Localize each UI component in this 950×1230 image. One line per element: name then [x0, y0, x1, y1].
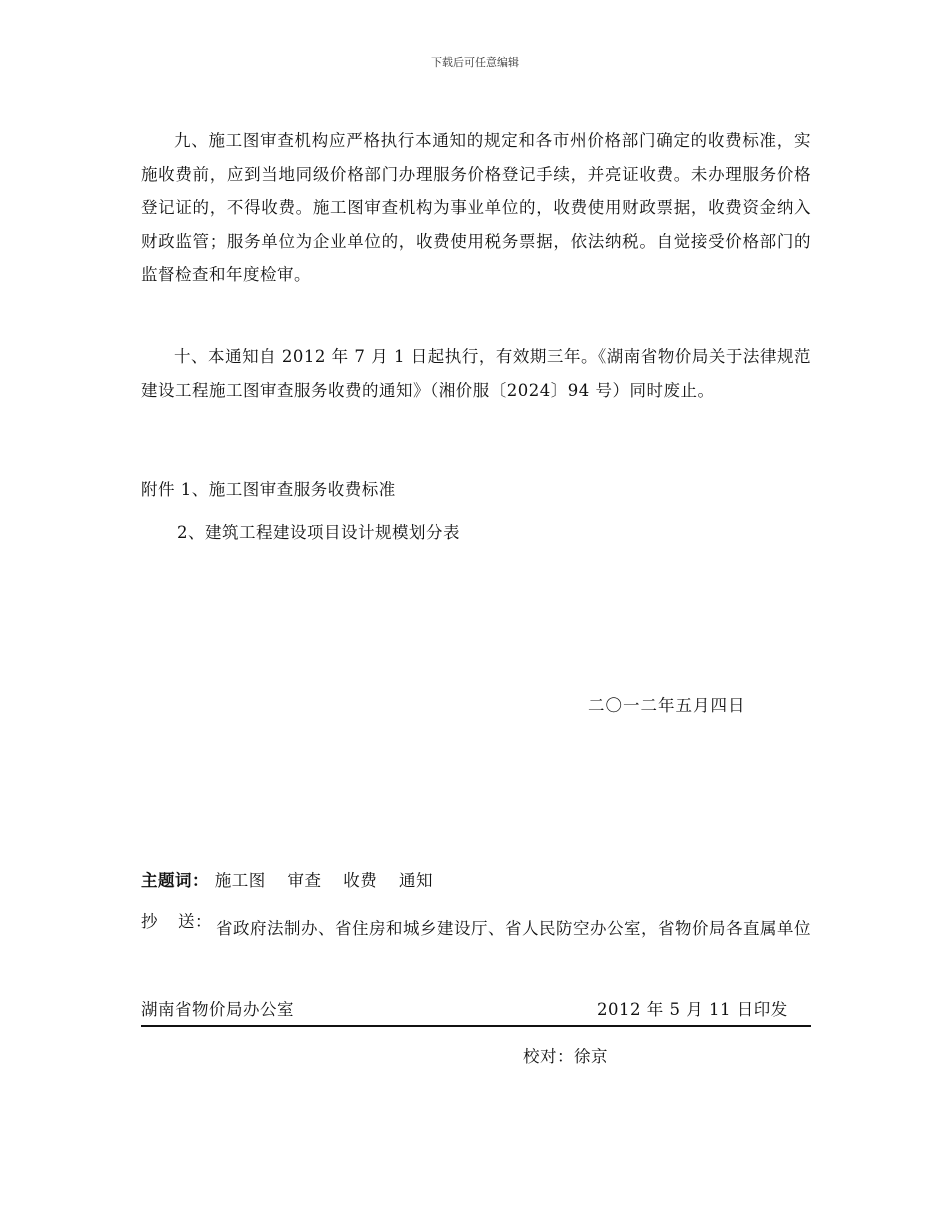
issuing-office: 湖南省物价局办公室 [141, 1000, 294, 1019]
keywords-label: 主题词： [141, 871, 209, 890]
cc-recipients: 省政府法制办、省住房和城乡建设厅、省人民防空办公室，省物价局各直属单位 [216, 919, 811, 938]
footer-divider [141, 1025, 811, 1027]
keywords-line [141, 867, 449, 891]
keyword-item: 收费 [343, 871, 378, 890]
attachment-item-2: 2、建筑工程建设项目设计规模划分表 [177, 523, 460, 542]
cc-label [141, 908, 212, 932]
proofreader: 校对：徐京 [523, 1047, 608, 1066]
header-note: 下载后可任意编辑 [431, 56, 519, 69]
keyword-item: 审查 [287, 871, 322, 890]
attachment-item-1: 附件 1、施工图审查服务收费标准 [141, 480, 396, 499]
keyword-item: 施工图 [214, 871, 266, 890]
paragraph-item-9: 九、施工图审查机构应严格执行本通知的规定和各市州价格部门确定的收费标准，实施收费前，应到当地同级价格部门办理服务价格登记手续，并亮证收费。未办理服务价格登记证的，不得收费。施工图审查机构为事业单位的，收费使用财政票据，收费资金纳入财政监管；服务单位为企业单位的，收费使用税务票据，依法纳税。自觉接受价格部门的监督检查和年度检审。 [141, 131, 811, 284]
keyword-item: 通知 [399, 871, 433, 890]
signature-date: 二〇一二年五月四日 [588, 696, 746, 715]
paragraph-item-10: 十、本通知自 2012 年 7 月 1 日起执行，有效期三年。《湖南省物价局关于法律规范建设工程施工图审查服务收费的通知》（湘价服〔2024〕94 号）同时废止。 [141, 347, 811, 400]
cc-label-part-2: 送： [178, 912, 212, 931]
issue-date: 2012 年 5 月 11 日印发 [597, 1000, 788, 1019]
cc-label-part-1: 抄 [141, 912, 158, 931]
